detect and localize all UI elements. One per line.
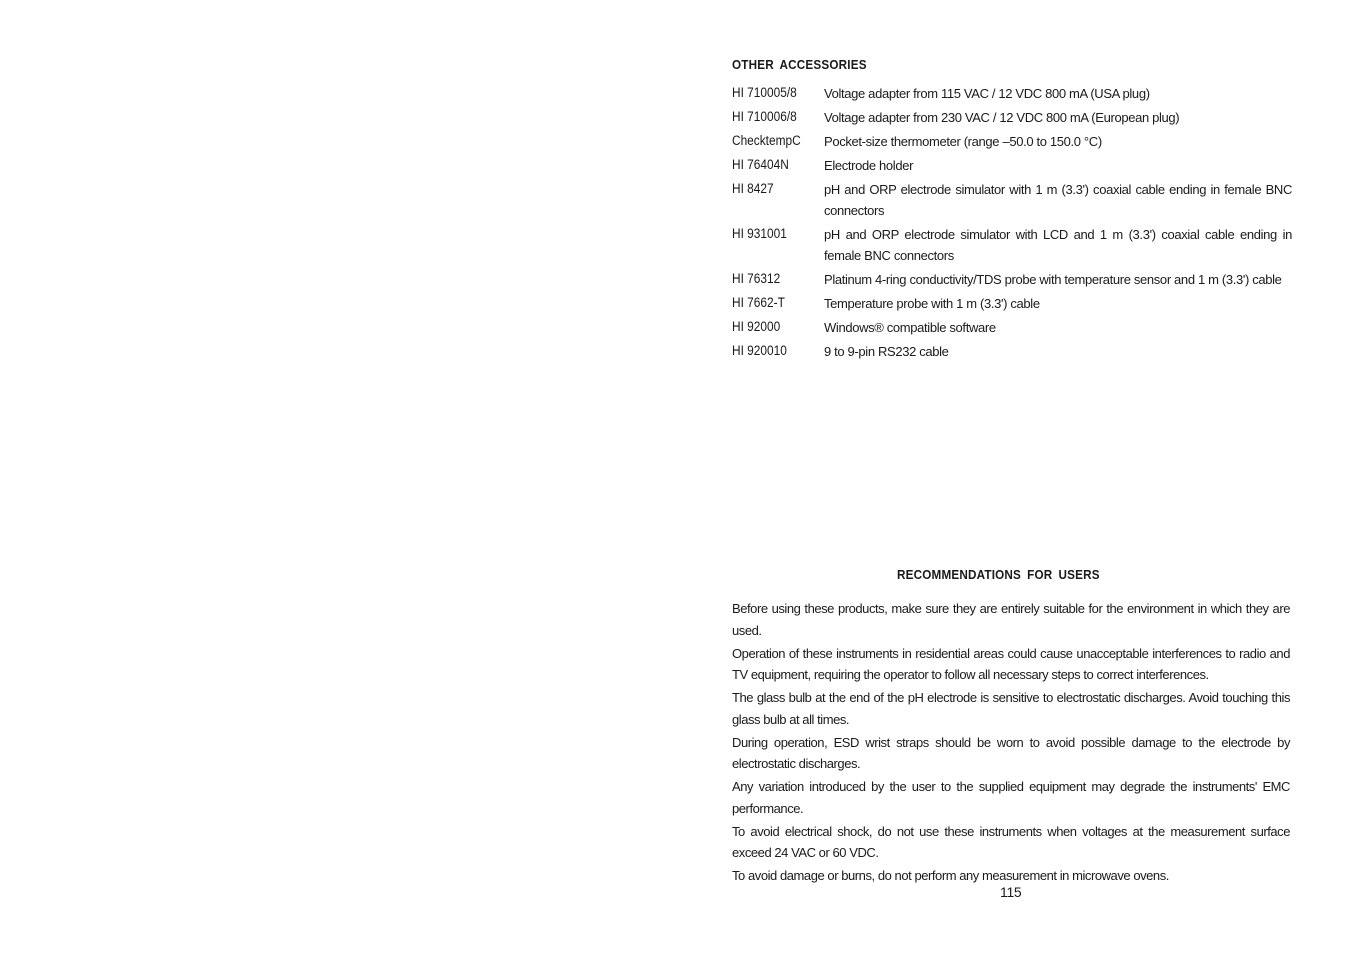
accessory-row — [732, 83, 1292, 104]
accessory-row — [732, 317, 1292, 338]
accessory-description: Voltage adapter from 115 VAC / 12 VDC 800 mA (USA plug) — [824, 86, 1150, 101]
accessory-description: 9 to 9-pin RS232 cable — [824, 344, 949, 359]
other-accessories-heading: OTHER ACCESSORIES — [732, 57, 867, 72]
accessory-row — [732, 107, 1292, 128]
accessory-description: Voltage adapter from 230 VAC / 12 VDC 800 mA (European plug) — [824, 110, 1180, 125]
page-number: 115 — [1000, 884, 1022, 900]
accessory-code: HI 710006/8 — [732, 109, 797, 124]
accessory-description: Temperature probe with 1 m (3.3') cable — [824, 296, 1040, 311]
recommendations-body — [732, 598, 1290, 888]
recommendation-paragraph: Any variation introduced by the user to the supplied equipment may degrade the instruments' EMC performance. — [732, 779, 1290, 816]
accessory-description: Platinum 4-ring conductivity/TDS probe with temperature sensor and 1 m (3.3') cable — [824, 272, 1282, 287]
accessory-row — [732, 179, 1292, 221]
accessory-code: HI 76404N — [732, 157, 789, 172]
accessory-code: HI 92000 — [732, 319, 781, 334]
accessory-code: HI 920010 — [732, 343, 787, 358]
accessory-code: HI 931001 — [732, 226, 787, 241]
accessory-row — [732, 155, 1292, 176]
recommendation-paragraph: During operation, ESD wrist straps should be worn to avoid possible damage to the electrode by electrostatic discharges. — [732, 734, 1290, 771]
accessory-code: HI 7662-T — [732, 295, 785, 310]
accessory-code: HI 710005/8 — [732, 85, 797, 100]
accessories-list — [732, 83, 1292, 365]
accessory-row — [732, 341, 1292, 362]
recommendation-paragraph: The glass bulb at the end of the pH electrode is sensitive to electrostatic discharges. Avoid touching this glass bulb at all times. — [732, 690, 1290, 727]
accessory-description: Pocket-size thermometer (range –50.0 to 150.0 °C) — [824, 134, 1102, 149]
accessory-description: Electrode holder — [824, 158, 914, 173]
accessory-code: HI 8427 — [732, 181, 774, 196]
accessory-row — [732, 131, 1292, 152]
recommendation-paragraph: Operation of these instruments in residential areas could cause unacceptable interferences to radio and TV equipment, requiring the operator to follow all necessary steps to correct interferences. — [732, 645, 1290, 682]
recommendations-heading: RECOMMENDATIONS FOR USERS — [897, 567, 1100, 582]
accessory-code: ChecktempC — [732, 133, 801, 148]
accessory-row — [732, 293, 1292, 314]
recommendation-paragraph: Before using these products, make sure they are entirely suitable for the environment in which they are used. — [732, 601, 1290, 638]
recommendation-paragraph: To avoid damage or burns, do not perform any measurement in microwave ovens. — [732, 868, 1169, 883]
recommendation-paragraph: To avoid electrical shock, do not use these instruments when voltages at the measurement surface exceed 24 VAC or 60 VDC. — [732, 823, 1290, 860]
accessory-description: pH and ORP electrode simulator with LCD and 1 m (3.3') coaxial cable ending in female BNC connectors — [824, 227, 1292, 263]
accessory-code: HI 76312 — [732, 271, 781, 286]
accessory-description: pH and ORP electrode simulator with 1 m (3.3') coaxial cable ending in female BNC connectors — [824, 182, 1292, 218]
accessory-description: Windows® compatible software — [824, 320, 996, 335]
manual-page — [732, 0, 1292, 954]
accessory-row — [732, 224, 1292, 266]
accessory-row — [732, 269, 1292, 290]
